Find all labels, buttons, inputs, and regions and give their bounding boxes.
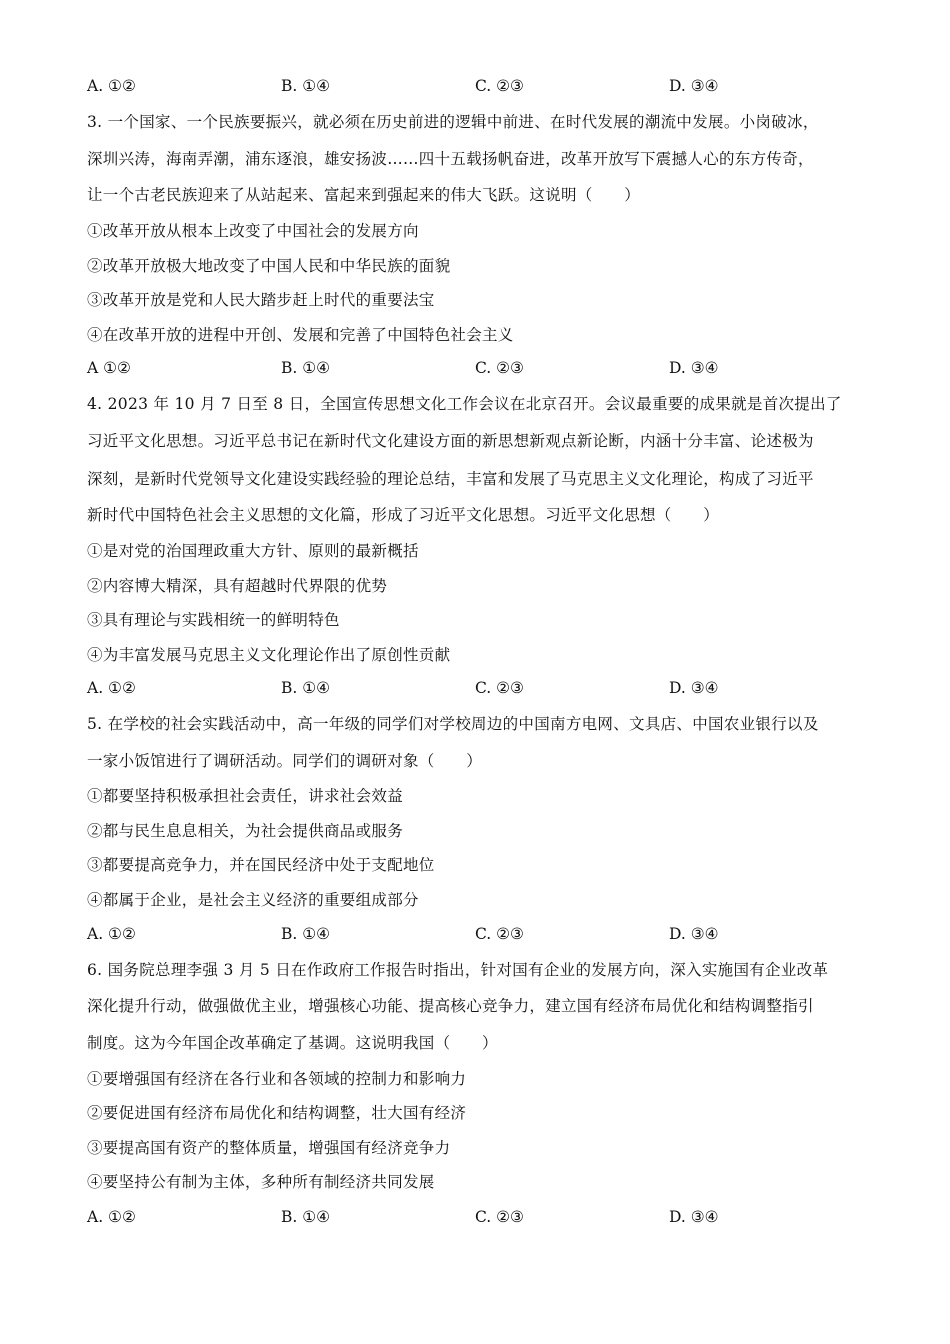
q4-item-2: ②内容博大精深，具有超越时代界限的优势 [87,577,388,595]
q6-stem-line: 制度。这为今年国企改革确定了基调。这说明我国（ ） [87,1034,498,1052]
q4-stem-line: 深刻，是新时代党领导文化建设实践经验的理论总结，丰富和发展了马克思主义文化理论，构成了习近平 [87,470,814,488]
q3-item-3: ③改革开放是党和人民大踏步赶上时代的重要法宝 [87,291,435,309]
q5-item-4: ④都属于企业，是社会主义经济的重要组成部分 [87,891,419,909]
q5-stem-line: 5. 在学校的社会实践活动中，高一年级的同学们对学校周边的中国南方电网、文具店、中国农业银行以及 [87,715,819,733]
q3-item-1: ①改革开放从根本上改变了中国社会的发展方向 [87,222,419,240]
q4-stem-line: 新时代中国特色社会主义思想的文化篇，形成了习近平文化思想。习近平文化思想（ ） [87,506,720,524]
q3-option-c: C. ②③ [475,359,524,377]
q4-option-b: B. ①④ [281,679,331,697]
q4-option-d: D. ③④ [669,679,719,697]
q3-stem-line: 3. 一个国家、一个民族要振兴，就必须在历史前进的逻辑中前进、在时代发展的潮流中发展。小岗破冰， [87,113,819,131]
q4-item-3: ③具有理论与实践相统一的鲜明特色 [87,611,340,629]
q3-stem-line: 让一个古老民族迎来了从站起来、富起来到强起来的伟大飞跃。这说明（ ） [87,186,641,204]
q5-item-2: ②都与民生息息相关，为社会提供商品或服务 [87,822,404,840]
q5-stem-line: 一家小饭馆进行了调研活动。同学们的调研对象（ ） [87,752,483,770]
q5-option-c: C. ②③ [475,925,524,943]
q6-option-a: A. ①② [87,1208,136,1226]
q3-option-a: A ①② [87,359,131,377]
q6-item-3: ③要提高国有资产的整体质量，增强国有经济竞争力 [87,1139,451,1157]
q4-item-1: ①是对党的治国理政重大方针、原则的最新概括 [87,542,419,560]
q5-option-b: B. ①④ [281,925,331,943]
q3-stem-line: 深圳兴涛，海南弄潮，浦东逐浪，雄安扬波……四十五载扬帆奋进，改革开放写下震撼人心的东方传奇， [87,150,814,168]
q4-item-4: ④为丰富发展马克思主义文化理论作出了原创性贡献 [87,646,451,664]
q6-option-d: D. ③④ [669,1208,719,1226]
q4-stem-line: 习近平文化思想。习近平总书记在新时代文化建设方面的新思想新观点新论断，内涵十分丰富、论述极为 [87,432,814,450]
q3-option-b: B. ①④ [281,359,331,377]
q5-option-a: A. ①② [87,925,136,943]
q6-stem-line: 深化提升行动，做强做优主业，增强核心功能、提高核心竞争力，建立国有经济布局优化和结构调整指引 [87,997,814,1015]
q3-option-d: D. ③④ [669,359,719,377]
q6-item-4: ④要坚持公有制为主体，多种所有制经济共同发展 [87,1173,435,1191]
q3-item-4: ④在改革开放的进程中开创、发展和完善了中国特色社会主义 [87,326,514,344]
q5-option-d: D. ③④ [669,925,719,943]
q4-stem-line: 4. 2023 年 10 月 7 日至 8 日，全国宣传思想文化工作会议在北京召开。会议最重要的成果就是首次提出了 [87,395,842,413]
q2-option-c: C. ②③ [475,77,524,95]
q6-option-c: C. ②③ [475,1208,524,1226]
q2-option-d: D. ③④ [669,77,719,95]
q5-item-3: ③都要提高竞争力，并在国民经济中处于支配地位 [87,856,435,874]
q6-item-2: ②要促进国有经济布局优化和结构调整，壮大国有经济 [87,1104,467,1122]
q4-option-a: A. ①② [87,679,136,697]
q4-option-c: C. ②③ [475,679,524,697]
q3-item-2: ②改革开放极大地改变了中国人民和中华民族的面貌 [87,257,451,275]
q6-item-1: ①要增强国有经济在各行业和各领域的控制力和影响力 [87,1070,467,1088]
q6-stem-line: 6. 国务院总理李强 3 月 5 日在作政府工作报告时指出，针对国有企业的发展方向，深入实施国有企业改革 [87,961,829,979]
q6-option-b: B. ①④ [281,1208,331,1226]
q5-item-1: ①都要坚持积极承担社会责任，讲求社会效益 [87,787,404,805]
q2-option-a: A. ①② [87,77,136,95]
q2-option-b: B. ①④ [281,77,331,95]
